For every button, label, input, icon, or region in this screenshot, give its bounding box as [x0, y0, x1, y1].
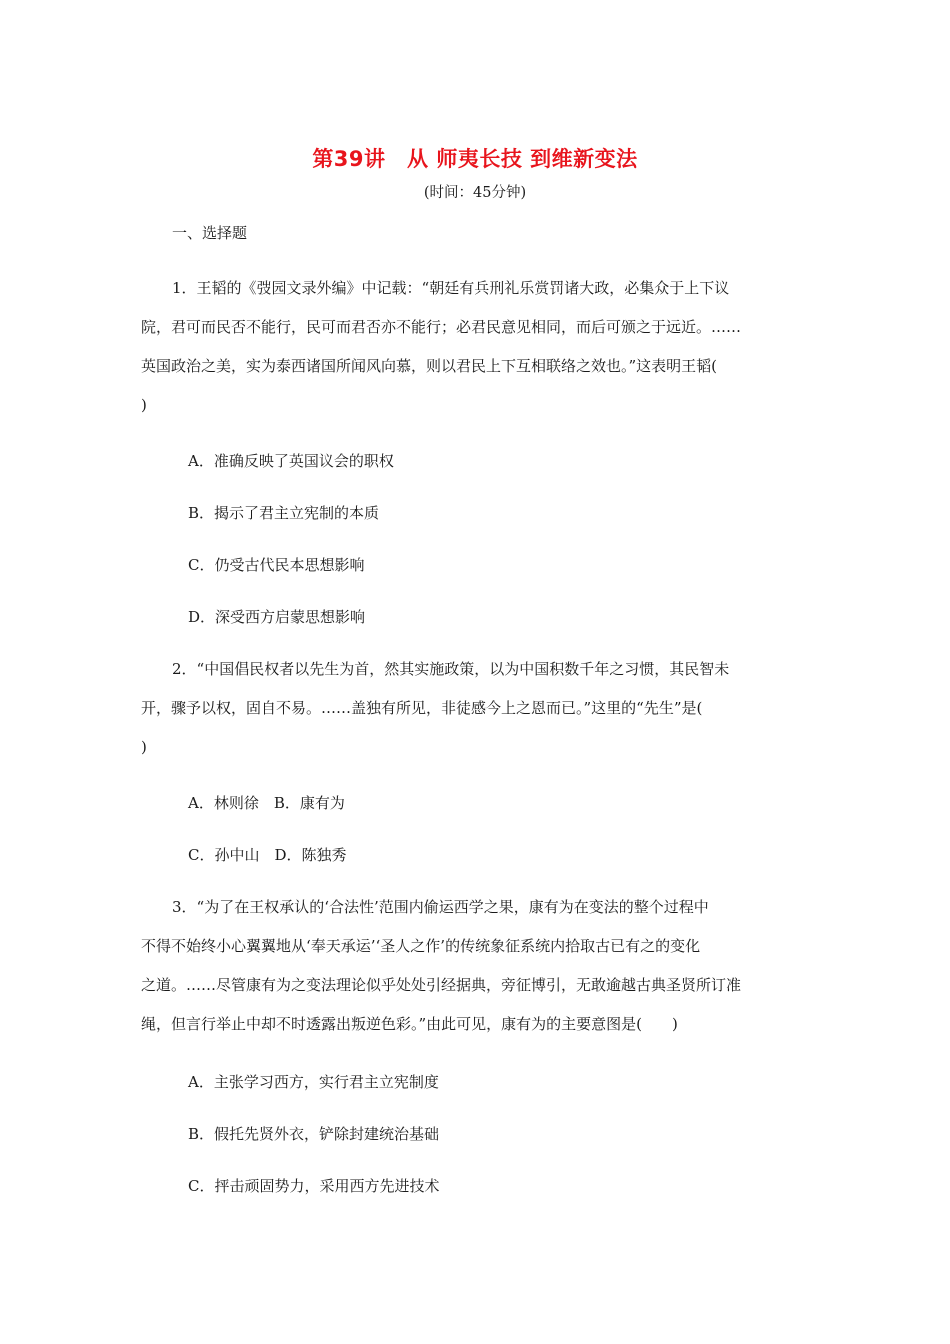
- question-line: 开，骤予以权，固自不易。……盖独有所见，非徒感今上之恩而已。”这里的“先生”是(: [141, 699, 703, 717]
- question-1-option-a: A．准确反映了英国议会的职权: [188, 452, 394, 470]
- question-1-option-b: B．揭示了君主立宪制的本质: [188, 504, 380, 522]
- section-heading: 一、选择题: [172, 224, 248, 242]
- question-1-option-c: C．仍受古代民本思想影响: [188, 556, 365, 574]
- lesson-title: 第39讲 从 师夷长技 到维新变法: [312, 147, 638, 171]
- question-line: 英国政治之美，实为泰西诸国所闻风向慕，则以君民上下互相联络之效也。”这表明王韬(: [141, 357, 718, 375]
- question-3-option-c: C．抨击顽固势力，采用西方先进技术: [188, 1177, 440, 1195]
- question-line: 1．王韬的《弢园文录外编》中记载：“朝廷有兵刑礼乐赏罚诸大政，必集众于上下议: [172, 279, 730, 297]
- question-line: ): [141, 738, 147, 756]
- question-2-options-row-1: A．林则徐 B．康有为: [188, 794, 345, 812]
- question-2-stem: [141, 650, 821, 767]
- question-line: 2．“中国倡民权者以先生为首，然其实施政策，以为中国积数千年之习惯，其民智未: [172, 660, 730, 678]
- question-line: ): [141, 396, 147, 414]
- time-limit: (时间：45分钟): [423, 185, 527, 201]
- question-3-option-b: B．假托先贤外衣，铲除封建统治基础: [188, 1125, 440, 1143]
- question-1-option-d: D．深受西方启蒙思想影响: [188, 608, 366, 626]
- question-1-stem: [141, 269, 821, 425]
- question-line: 院，君可而民否不能行，民可而君否亦不能行；必君民意见相同，而后可颁之于远近。……: [141, 318, 742, 336]
- question-2-options-row-2: C．孙中山 D．陈独秀: [188, 846, 347, 864]
- question-line: 之道。……尽管康有为之变法理论似乎处处引经据典，旁征博引，无敢逾越古典圣贤所订准: [141, 976, 742, 994]
- question-line: 3．“为了在王权承认的‘合法性’范围内偷运西学之果，康有为在变法的整个过程中: [172, 898, 709, 916]
- question-3-option-a: A．主张学习西方，实行君主立宪制度: [188, 1073, 439, 1091]
- question-line: 绳，但言行举止中却不时透露出叛逆色彩。”由此可见，康有为的主要意图是( ): [141, 1015, 678, 1033]
- question-line: 不得不始终小心翼翼地从‘奉天承运’‘圣人之作’的传统象征系统内拾取古已有之的变化: [141, 937, 701, 955]
- question-3-stem: [141, 888, 821, 1044]
